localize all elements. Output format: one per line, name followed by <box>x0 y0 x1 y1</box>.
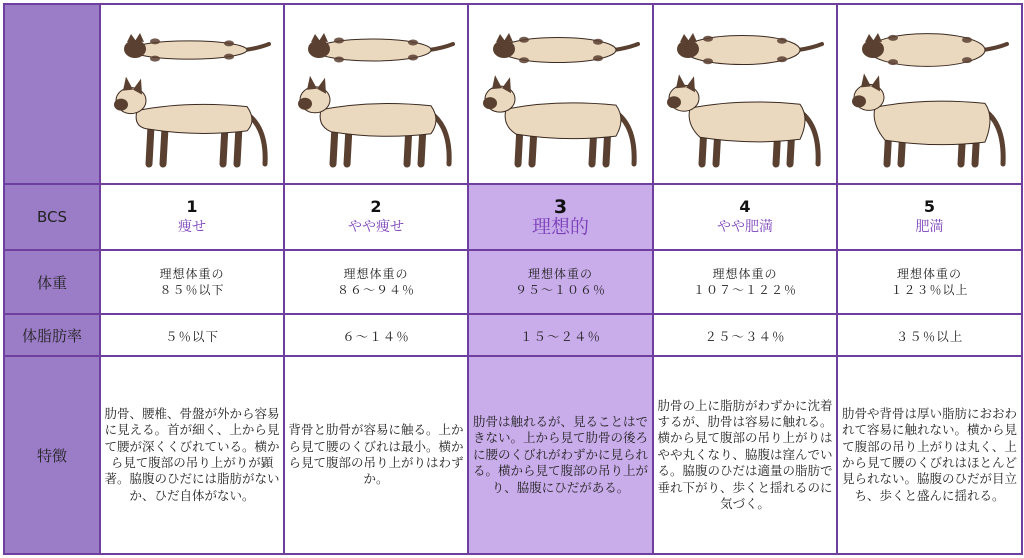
cat-image-5 <box>837 4 1022 184</box>
body-fat-value: １５～２４％ <box>519 328 601 344</box>
weight-line2: ８６～９４％ <box>336 283 415 297</box>
weight-line1: 理想体重の <box>896 267 962 281</box>
body-fat-cell-2 <box>284 314 468 356</box>
weight-line1: 理想体重の <box>527 267 593 281</box>
cat-very-thin-icon <box>107 14 277 174</box>
row-header-body-fat: 体脂肪率 <box>4 314 100 356</box>
bcs-cell-2 <box>284 184 468 250</box>
weight-line1: 理想体重の <box>343 267 409 281</box>
weight-line2: ９５～１０６％ <box>514 283 606 297</box>
body-fat-value: ６～１４％ <box>342 328 410 344</box>
row-header-weight: 体重 <box>4 250 100 314</box>
bcs-label: やや痩せ <box>348 219 404 235</box>
weight-line1: 理想体重の <box>159 267 225 281</box>
weight-line2: １２３％以上 <box>890 283 969 297</box>
bcs-cell-1 <box>100 184 284 250</box>
bcs-label: 肥満 <box>915 219 944 235</box>
bcs-label: 痩せ <box>178 219 206 235</box>
cat-ideal-icon <box>476 14 646 174</box>
body-fat-value: ３５％以上 <box>895 328 964 344</box>
weight-cell-5 <box>837 250 1022 314</box>
cat-thin-icon <box>291 14 461 174</box>
bcs-number: 4 <box>739 197 751 216</box>
body-fat-value: ２５～３４％ <box>704 328 786 344</box>
features-cell-1: 肋骨、腰椎、骨盤が外から容易に見える。首が細く、上から見て腰が深くくびれている。横から見て腹部の吊り上がりが顕著。脇腹のひだには脂肪がないか、ひだ自体がない。 <box>100 356 284 554</box>
bcs-cell-4 <box>653 184 837 250</box>
bcs-number: 2 <box>370 197 382 216</box>
bcs-row <box>4 184 1022 250</box>
weight-line2: １０７～１２２％ <box>692 283 797 297</box>
bcs-number: 5 <box>923 197 936 216</box>
bcs-cell-5 <box>837 184 1022 250</box>
cat-overweight-icon <box>660 14 830 174</box>
features-cell-2: 背骨と肋骨が容易に触る。上から見て腰のくびれは最小。横から見て腹部の吊り上がりはわずか。 <box>284 356 468 554</box>
cat-image-1 <box>100 4 284 184</box>
body-fat-cell-3 <box>468 314 653 356</box>
bcs-label: 理想的 <box>531 216 589 238</box>
cat-image-3 <box>468 4 653 184</box>
weight-line2: ８５％以下 <box>159 283 225 297</box>
bcs-number: 1 <box>186 197 198 216</box>
body-fat-cell-1 <box>100 314 284 356</box>
features-cell-3: 肋骨は触れるが、見ることはできない。上から見て肋骨の後ろに腰のくびれがわずかに見られる。横から見て腹部の吊り上がり、脇腹にひだがある。 <box>468 356 653 554</box>
row-header-bcs: BCS <box>4 184 100 250</box>
bcs-table <box>3 3 1023 555</box>
features-cell-4: 肋骨の上に脂肪がわずかに沈着するが、肋骨は容易に触れる。横から見て腹部の吊り上がりはやや丸くなり、脇腹は窪んでいる。脇腹のひだは適量の脂肪で垂れ下がり、歩くと揺れるのに気づく。 <box>653 356 837 554</box>
weight-cell-3 <box>468 250 653 314</box>
features-row <box>4 356 1022 554</box>
cat-obese-icon <box>845 14 1015 174</box>
weight-cell-4 <box>653 250 837 314</box>
weight-row <box>4 250 1022 314</box>
body-fat-cell-4 <box>653 314 837 356</box>
image-row <box>4 4 1022 184</box>
cat-image-4 <box>653 4 837 184</box>
row-header-features: 特徴 <box>4 356 100 554</box>
body-fat-value: ５％以下 <box>164 328 219 344</box>
body-fat-row <box>4 314 1022 356</box>
weight-line1: 理想体重の <box>712 267 778 281</box>
bcs-label: やや肥満 <box>717 219 773 235</box>
corner-cell <box>4 4 100 184</box>
weight-cell-1 <box>100 250 284 314</box>
features-cell-5: 肋骨や背骨は厚い脂肪におおわれて容易に触れない。横から見て腹部の吊り上がりは丸く、上から見て腰のくびれはほとんど見られない。脇腹のひだが目立ち、歩くと盛んに揺れる。 <box>837 356 1022 554</box>
bcs-cell-3 <box>468 184 653 250</box>
body-fat-cell-5 <box>837 314 1022 356</box>
weight-cell-2 <box>284 250 468 314</box>
cat-image-2 <box>284 4 468 184</box>
bcs-number: 3 <box>553 196 568 218</box>
